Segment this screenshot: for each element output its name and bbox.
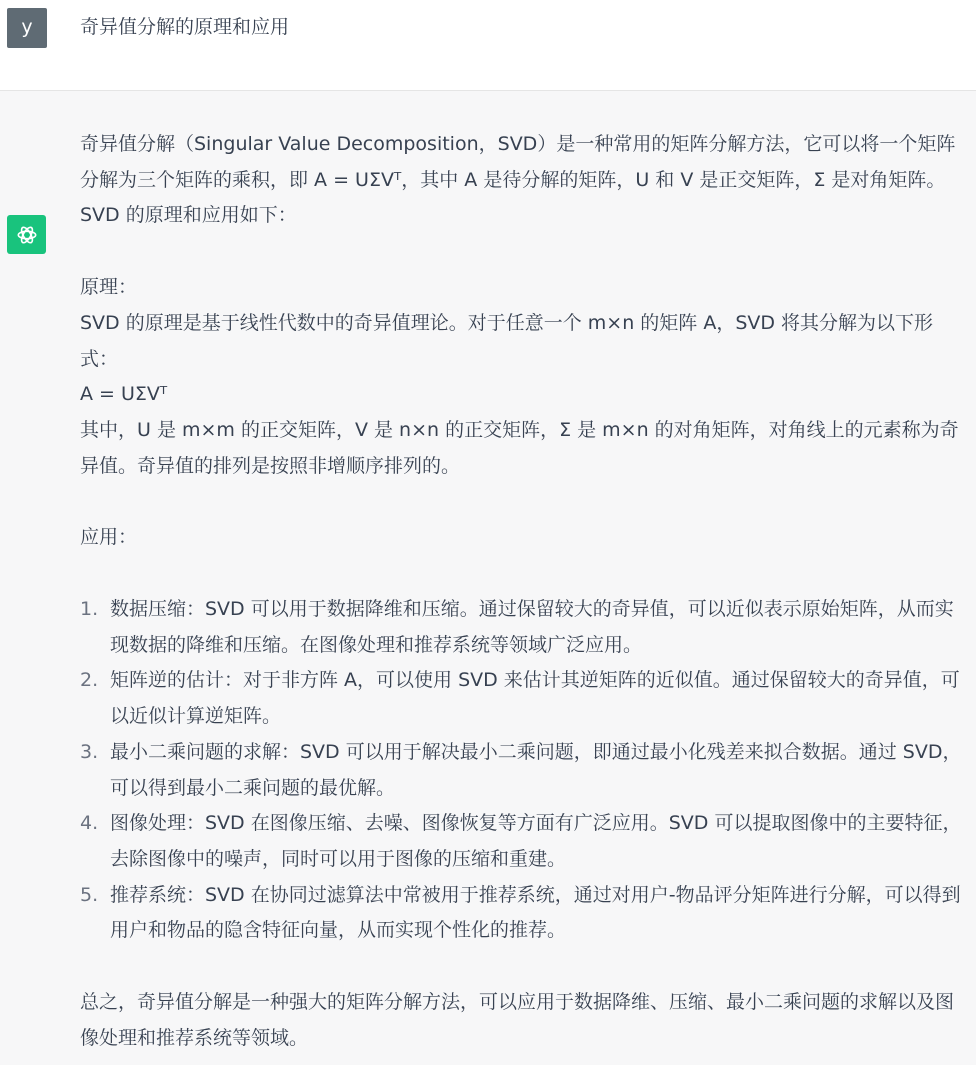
list-item xyxy=(80,878,970,949)
list-item-number: 4. xyxy=(80,812,99,835)
openai-logo-icon xyxy=(7,215,46,254)
list-item-text: 数据压缩：SVD 可以用于数据降维和压缩。通过保留较大的奇异值，可以近似表示原始矩阵，从而实现数据的降维和压缩。在图像处理和推荐系统等领域广泛应用。 xyxy=(110,598,954,656)
list-item xyxy=(80,663,970,734)
list-item-text: 图像处理：SVD 在图像压缩、去噪、图像恢复等方面有广泛应用。SVD 可以提取图像中的主要特征，去除图像中的噪声，同时可以用于图像的压缩和重建。 xyxy=(110,812,962,870)
list-item-number: 5. xyxy=(80,883,99,906)
list-item-text: 最小二乘问题的求解：SVD 可以用于解决最小二乘问题，即通过最小化残差来拟合数据。通过 SVD，可以得到最小二乘问题的最优解。 xyxy=(110,740,962,799)
principle-formula: A = UΣVᵀ xyxy=(80,383,168,406)
list-item xyxy=(80,735,970,806)
assistant-answer xyxy=(80,127,970,1056)
answer-conclusion: 总之，奇异值分解是一种强大的矩阵分解方法，可以应用于数据降维、压缩、最小二乘问题的求解以及图像处理和推荐系统等领域。 xyxy=(80,991,955,1049)
principle-line: SVD 的原理是基于线性代数中的奇异值理论。对于任意一个 m×n 的矩阵 A，SVD 将其分解为以下形式： xyxy=(80,311,934,370)
principle-line: 其中，U 是 m×m 的正交矩阵，V 是 n×n 的正交矩阵，Σ 是 m×n 的对角矩阵，对角线上的元素称为奇异值。奇异值的排列是按照非增顺序排列的。 xyxy=(80,418,959,477)
list-item-text: 矩阵逆的估计：对于非方阵 A，可以使用 SVD 来估计其逆矩阵的近似值。通过保留较大的奇异值，可以近似计算逆矩阵。 xyxy=(110,669,960,728)
list-item-number: 1. xyxy=(80,598,99,621)
principle-heading: 原理： xyxy=(80,276,138,299)
user-message-row xyxy=(0,0,976,91)
list-item xyxy=(80,806,970,877)
user-avatar: y xyxy=(7,8,47,48)
user-question: 奇异值分解的原理和应用 xyxy=(80,16,290,38)
list-item-number: 3. xyxy=(80,740,99,763)
list-item-text: 推荐系统：SVD 在协同过滤算法中常被用于推荐系统，通过对用户-物品评分矩阵进行分解，可以得到用户和物品的隐含特征向量，从而实现个性化的推荐。 xyxy=(110,883,961,942)
application-heading: 应用： xyxy=(80,526,138,549)
answer-intro: 奇异值分解（Singular Value Decomposition，SVD）是一种常用的矩阵分解方法，它可以将一个矩阵分解为三个矩阵的乘积，即 A = UΣVᵀ，其中 A 是待分解的矩阵，U 和 V 是正交矩阵，Σ 是对角矩阵。SVD 的原理和应用如下： xyxy=(80,133,956,227)
application-list xyxy=(80,592,970,949)
assistant-message-row xyxy=(0,91,976,1065)
list-item xyxy=(80,592,970,663)
list-item-number: 2. xyxy=(80,669,99,692)
